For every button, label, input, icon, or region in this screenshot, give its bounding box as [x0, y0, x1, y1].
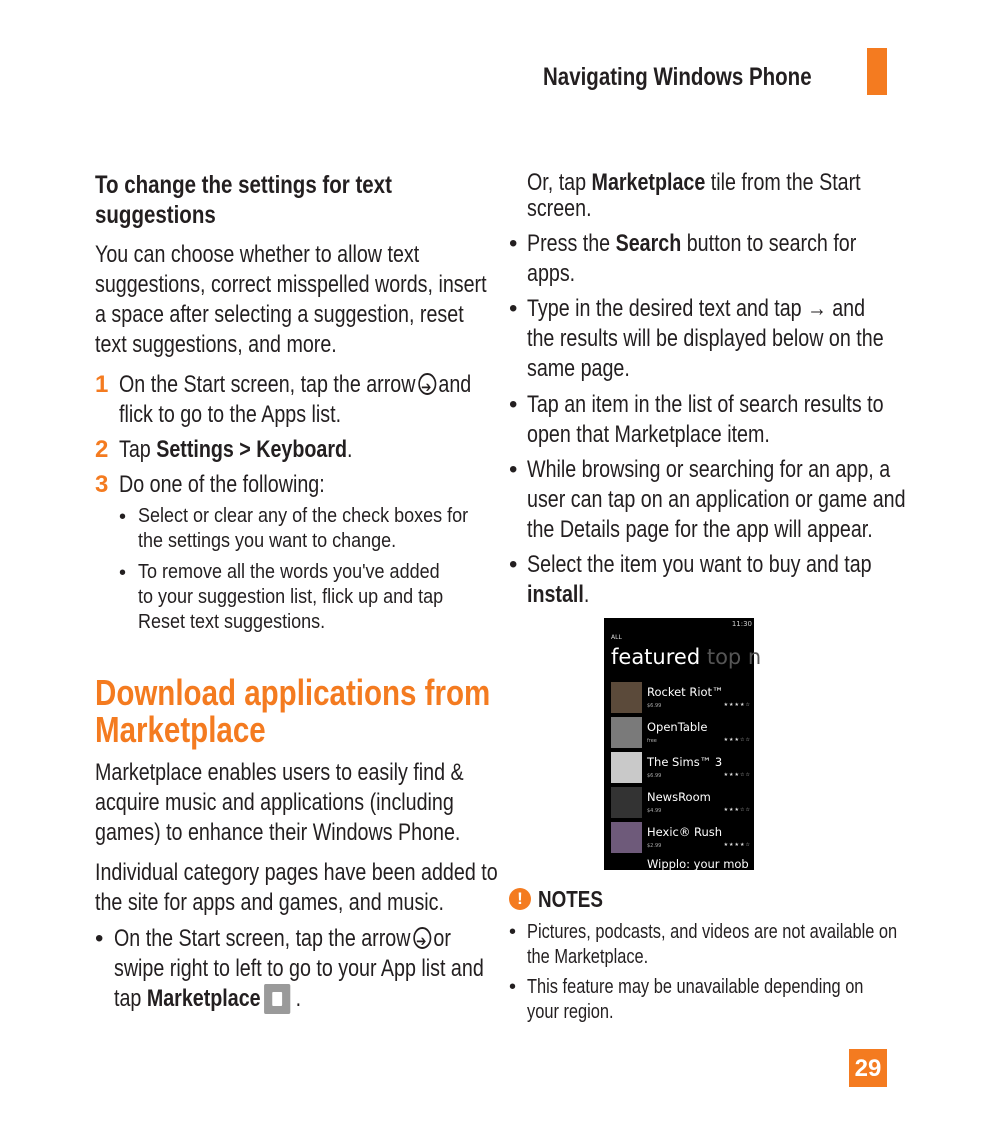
sub-bullet-1-marker: •: [119, 506, 127, 528]
phone-app-item: OpenTable free ★★★☆☆: [611, 717, 754, 749]
sub-bullet-1: Select or clear any of the check boxes for the settings you want to change.: [138, 505, 469, 552]
marketplace-bag-icon: [264, 984, 290, 1014]
continued-text: Or, tap Marketplace tile from the Start screen.: [527, 169, 861, 222]
marketplace-phone-screenshot: [604, 618, 762, 871]
rating-stars-icon: ★★★☆☆: [723, 737, 751, 743]
left-bullet: On the Start screen, tap the arrow➔ or swipe right to left to go to your App list and tap Marketplace .: [114, 924, 565, 1020]
page-number: 29: [849, 1049, 887, 1087]
marketplace-paragraph-2: Individual category pages have been added to the site for apps and games, and music.: [95, 859, 498, 916]
sub-bullet-2-marker: •: [119, 562, 127, 584]
phone-app-item: NewsRoom $4.99 ★★★☆☆: [611, 787, 754, 819]
exclamation-icon: !: [509, 888, 531, 910]
app-thumbnail: [611, 752, 642, 783]
phone-pivot-header: featured top n: [611, 645, 762, 669]
step-2-text: Tap Settings > Keyboard.: [119, 436, 353, 463]
bullet-search: Press the Search button to search for apps.: [527, 230, 857, 287]
app-thumbnail: [611, 787, 642, 818]
running-header: Navigating Windows Phone: [543, 63, 812, 91]
rating-stars-icon: ★★★☆☆: [723, 772, 751, 778]
step-1-text: On the Start screen, tap the arrow➔ and flick to go to the Apps list.: [119, 370, 549, 430]
sub-bullet-2: To remove all the words you've added to your suggestion list, flick up and tap Reset text suggestions.: [138, 561, 444, 633]
arrow-right-icon: →: [807, 295, 827, 322]
rating-stars-icon: ★★★☆☆: [723, 807, 751, 813]
bullet-type-marker: •: [509, 295, 518, 322]
step-2-num: 2: [95, 436, 109, 463]
notes-title: NOTES: [538, 886, 603, 912]
phone-status-time: 11:30: [731, 620, 752, 628]
header-tab-marker: [867, 48, 887, 95]
bullet-browse-marker: •: [509, 456, 518, 483]
app-thumbnail: [611, 717, 642, 748]
subheading: To change the settings for text suggestions: [95, 171, 392, 229]
phone-app-partial: Wipplo: your mob: [647, 857, 749, 871]
bullet-install-marker: •: [509, 551, 518, 578]
note-2-marker: •: [509, 976, 517, 998]
bullet-type: Type in the desired text and tap → and the results will be displayed below on the same page.: [527, 295, 884, 382]
note-1-marker: •: [509, 921, 517, 943]
section-title: Download applications from Marketplace: [95, 672, 491, 750]
bullet-search-marker: •: [509, 230, 518, 257]
note-1: Pictures, podcasts, and videos are not available on the Marketplace.: [527, 921, 898, 968]
phone-app-item: Hexic® Rush $2.99 ★★★★☆: [611, 822, 754, 854]
app-thumbnail: [611, 822, 642, 853]
phone-app-item: The Sims™ 3 $6.99 ★★★☆☆: [611, 752, 754, 784]
step-3-text: Do one of the following:: [119, 471, 325, 498]
bullet-install: Select the item you want to buy and tap install.: [527, 551, 872, 608]
note-2: This feature may be unavailable depending on your region.: [527, 976, 864, 1023]
rating-stars-icon: ★★★★☆: [723, 702, 751, 708]
bullet-browse: While browsing or searching for an app, a user can tap on an application or game and the Details page for the app will appear.: [527, 456, 906, 543]
phone-pivot-label: ALL: [611, 634, 622, 641]
phone-app-item: Rocket Riot™ $6.99 ★★★★☆: [611, 682, 754, 714]
arrow-right-circle-icon: [413, 927, 431, 949]
left-bullet-marker: •: [95, 925, 104, 952]
bullet-tap-marker: •: [509, 391, 518, 418]
rating-stars-icon: ★★★★☆: [723, 842, 751, 848]
step-3-num: 3: [95, 471, 109, 498]
marketplace-paragraph-1: Marketplace enables users to easily find & acquire music and applications (including games) to enhance their Windows Phone.: [95, 759, 464, 846]
intro-paragraph: You can choose whether to allow text suggestions, correct misspelled words, insert a space after selecting a suggestion, reset text suggestions, and more.: [95, 241, 487, 358]
app-thumbnail: [611, 682, 642, 713]
bullet-tap: Tap an item in the list of search results to open that Marketplace item.: [527, 391, 884, 448]
step-1: 1: [95, 371, 109, 398]
arrow-right-circle-icon: [418, 373, 436, 395]
